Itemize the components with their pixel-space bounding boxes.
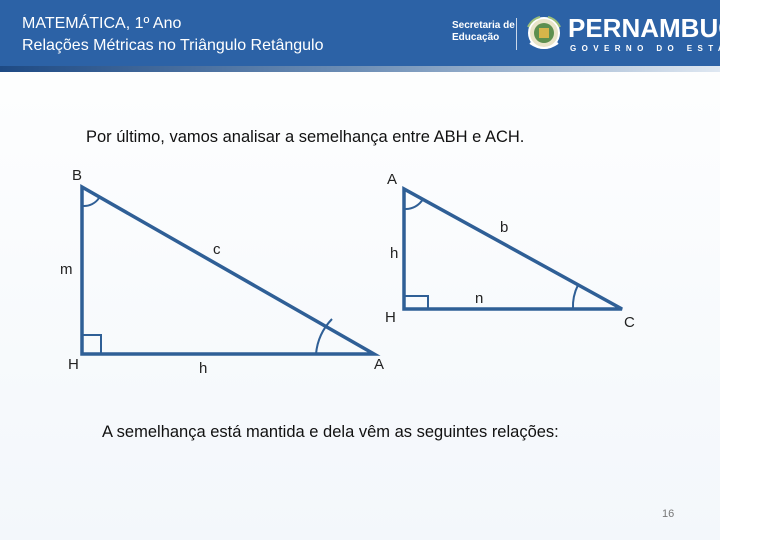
secretaria-line-2: Educação: [452, 32, 500, 43]
side-c-label: c: [213, 241, 221, 258]
conclusion-text: A semelhança está mantida e dela vêm as seguintes relações:: [102, 423, 559, 441]
angle-mark-a-right: [405, 199, 423, 209]
angle-mark-c: [573, 285, 578, 309]
vertex-c-label: C: [624, 314, 635, 331]
right-angle-mark-right: [404, 296, 428, 309]
page-number: 16: [662, 508, 675, 520]
vertex-a-bottom-label: A: [374, 356, 385, 373]
vertex-h-left-label: H: [68, 356, 79, 373]
secretaria-line-1: Secretaria de: [452, 20, 515, 31]
side-m-label: m: [60, 261, 73, 278]
right-angle-mark-left: [82, 335, 101, 354]
triangle-ahc: [404, 189, 622, 309]
side-h-base-label: h: [199, 360, 208, 377]
side-n-label: n: [475, 290, 484, 307]
intro-text: Por último, vamos analisar a semelhança entre ABH e ACH.: [86, 128, 525, 146]
side-b-label: b: [500, 219, 509, 236]
side-h-vertical-label: h: [390, 245, 399, 262]
topic-title: Relações Métricas no Triângulo Retângulo: [22, 37, 324, 54]
angle-mark-b: [83, 198, 99, 206]
course-title: MATEMÁTICA, 1º Ano: [22, 15, 182, 32]
state-name: PERNAMBUCO: [568, 13, 757, 43]
vertex-h-right-label: H: [385, 309, 396, 326]
vertex-b-label: B: [72, 167, 83, 184]
triangle-bha: [82, 187, 374, 354]
state-subtitle: GOVERNO DO ESTADO: [570, 44, 752, 53]
vertex-a-top-label: A: [387, 171, 398, 188]
